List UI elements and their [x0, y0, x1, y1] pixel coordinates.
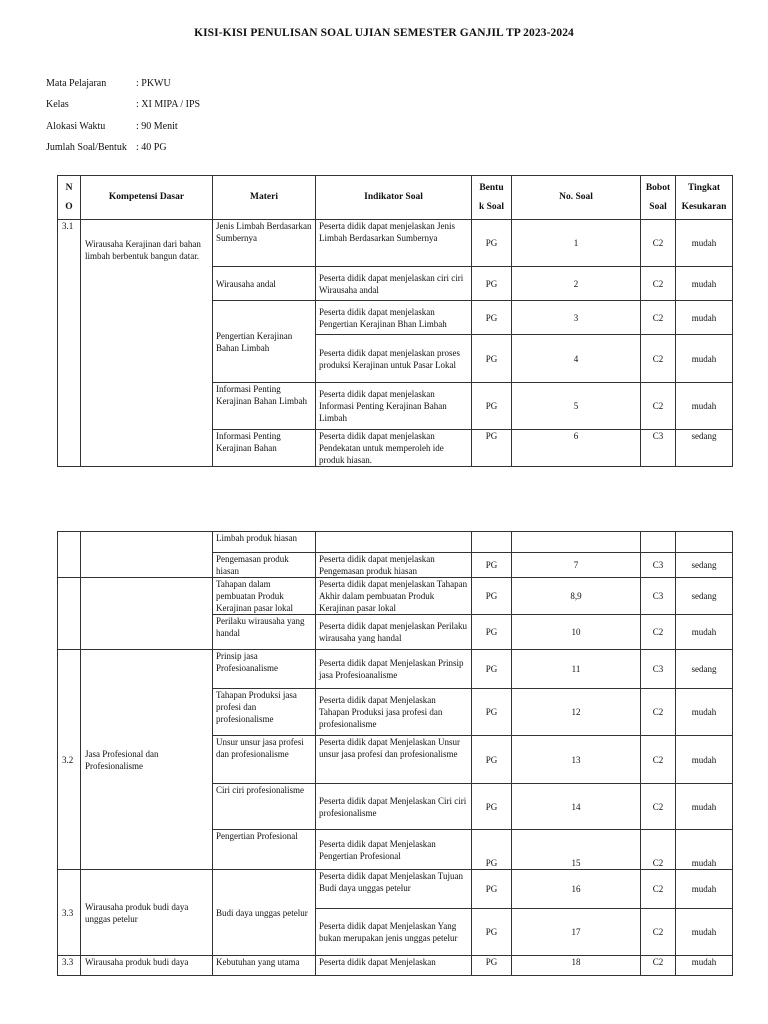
- table-row: 3.3 Wirausaha produk budi daya Kebutuhan yang utama Peserta didik dapat Menjelaskan PG 18 C2 mudah: [58, 956, 733, 976]
- kd-text: Wirausaha Kerajinan dari bahan limbah berbentuk bangun datar.: [81, 220, 213, 467]
- header-bentuk: Bentu k Soal: [472, 176, 512, 220]
- table-row: Informasi Penting Kerajinan Bahan Peserta didik dapat menjelaskan Pendekatan untuk memperoleh ide produk hiasan. PG 6 C3 sedang: [58, 430, 733, 467]
- kd-text: Wirausaha produk budi daya unggas petelur: [81, 870, 213, 956]
- table-row: Wirausaha andal Peserta didik dapat menjelaskan ciri ciri Wirausaha andal PG 2 C2 mudah: [58, 267, 733, 301]
- header-bobot: Bobot Soal: [641, 176, 676, 220]
- table-row: 3.3 Wirausaha produk budi daya unggas petelur Budi daya unggas petelur Peserta didik dapat Menjelaskan Tujuan Budi daya unggas petelur PG 16 C2 mudah: [58, 870, 733, 909]
- table-row: 3.1 Wirausaha Kerajinan dari bahan limbah berbentuk bangun datar. Jenis Limbah Berdasarkan Sumbernya Peserta didik dapat menjelaskan Jenis Limbah Berdasarkan Sumbernya PG 1 C2 mudah: [58, 220, 733, 267]
- table-row: Peserta didik dapat Menjelaskan Yang bukan merupakan jenis unggas petelur PG 17 C2 mudah: [58, 909, 733, 956]
- header-kd: Kompetensi Dasar: [81, 176, 213, 220]
- continued-materi: Limbah produk hiasan: [213, 532, 316, 553]
- header-indikator: Indikator Soal: [316, 176, 472, 220]
- table-row: Informasi Penting Kerajinan Bahan Limbah Peserta didik dapat menjelaskan Informasi Penting Kerajinan Bahan Limbah PG 5 C2 mudah: [58, 383, 733, 430]
- table-row: Unsur unsur jasa profesi dan profesionalisme Peserta didik dapat Menjelaskan Unsur unsur jasa profesi dan profesionalisme PG 13 C2 mudah: [58, 736, 733, 784]
- grid-table-page2: [57, 531, 733, 976]
- info-row-time: Alokasi Waktu : 90 Menit: [46, 121, 178, 132]
- table-row: Pengemasan produk hiasan Peserta didik dapat menjelaskan Pengemasan produk hiasan PG 7 C3 sedang: [58, 553, 733, 578]
- table-row: [58, 532, 733, 553]
- kd-text: Jasa Profesional dan Profesionalisme: [81, 650, 213, 870]
- table-row: Ciri ciri profesionalisme Peserta didik dapat Menjelaskan Ciri ciri profesionalisme PG 14 C2 mudah: [58, 784, 733, 830]
- kd-number: 3.1: [58, 220, 81, 467]
- header-tingkat: Tingkat Kesukaran: [676, 176, 733, 220]
- info-row-count: Jumlah Soal/Bentuk : 40 PG: [46, 142, 167, 153]
- table-row: Tahapan dalam pembuatan Produk Kerajinan pasar lokal Peserta didik dapat menjelaskan Tahapan Akhir dalam pembuatan Produk Kerajinan pasar lokal PG 8,9 C3 sedang: [58, 578, 733, 615]
- kd-number: 3.2: [58, 650, 81, 870]
- kd-number: 3.3: [58, 870, 81, 956]
- grid-table-page1: [57, 175, 733, 467]
- table-row: Pengertian Profesional Peserta didik dapat Menjelaskan Pengertian Profesional PG 15 C2 mudah: [58, 830, 733, 870]
- table-row: 3.2 Jasa Profesional dan Profesionalisme Prinsip jasa Profesioanalisme Peserta didik dapat Menjelaskan Prinsip jasa Profesioanalisme PG 11 C3 sedang: [58, 650, 733, 689]
- header-materi: Materi: [213, 176, 316, 220]
- table-row: Peserta didik dapat menjelaskan proses produksi Kerajinan untuk Pasar Lokal PG 4 C2 mudah: [58, 335, 733, 383]
- header-row: [58, 176, 733, 220]
- table-row: Pengertian Kerajinan Bahan Limbah Peserta didik dapat menjelaskan Pengertian Kerajinan Bhan Limbah PG 3 C2 mudah: [58, 301, 733, 335]
- info-row-class: Kelas : XI MIPA / IPS: [46, 99, 201, 110]
- document-title: KISI-KISI PENULISAN SOAL UJIAN SEMESTER GANJIL TP 2023-2024: [194, 27, 574, 39]
- info-row-subject: Mata Pelajaran : PKWU: [46, 78, 171, 89]
- table-row: Tahapan Produksi jasa profesi dan profesionalisme Peserta didik dapat Menjelaskan Tahapan Produksi jasa profesi dan profesionalisme PG 12 C2 mudah: [58, 689, 733, 736]
- header-no: N O: [58, 176, 81, 220]
- table-row: Perilaku wirausaha yang handal Peserta didik dapat menjelaskan Perilaku wirausaha yang handal PG 10 C2 mudah: [58, 615, 733, 650]
- header-nosoal: No. Soal: [512, 176, 641, 220]
